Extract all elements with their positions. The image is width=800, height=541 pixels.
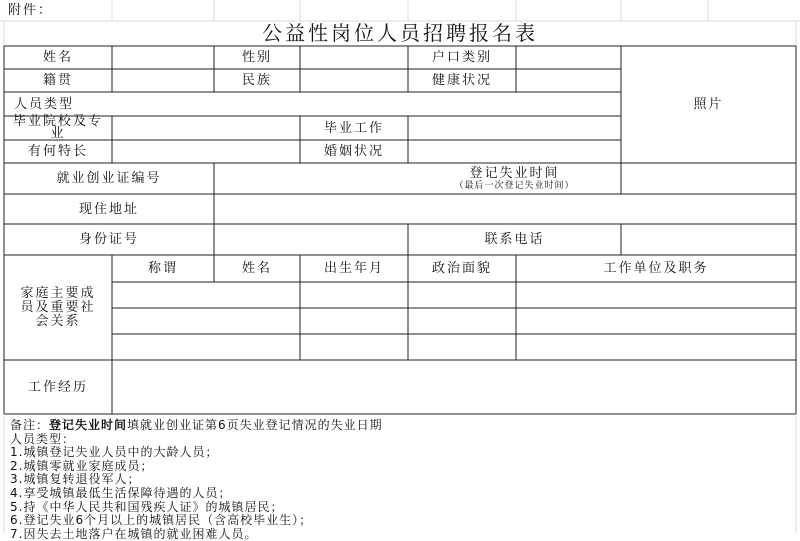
label-ethnicity: 民族 <box>241 73 272 88</box>
label-id-number: 身份证号 <box>78 232 139 247</box>
photo-placeholder: 照片 <box>693 97 724 112</box>
label-current-address: 现住地址 <box>78 201 139 217</box>
form-title: 公益性岗位人员招聘报名表 <box>262 21 538 45</box>
notes-type-item: 4.享受城镇最低生活保障待遇的人员； <box>10 485 232 500</box>
notes-type-item: 3.城镇复转退役军人； <box>10 472 141 487</box>
label-unemployment-reg-time-note: （最后一次登记失业时间） <box>454 180 575 191</box>
notes-type-item: 5.持《中华人民共和国残疾人证》的城镇居民； <box>10 499 284 514</box>
notes-type-item: 6.登记失业6个月以上的城镇居民（含高校毕业生）； <box>10 513 313 528</box>
label-person-type: 人员类型 <box>14 96 75 112</box>
relation-header-title: 称谓 <box>147 261 178 276</box>
label-gender: 性别 <box>241 50 272 65</box>
attachment-label: 附件： <box>8 3 54 18</box>
label-marital-status: 婚姻状况 <box>323 144 384 159</box>
notes-type-item: 2.城镇零就业家庭成员； <box>10 458 154 473</box>
label-health: 健康状况 <box>431 73 492 88</box>
label-employment-cert-no: 就业创业证编号 <box>56 171 162 186</box>
label-hukou-type: 户口类别 <box>431 50 492 65</box>
label-family-members: 家庭主要成员及重要社会关系 <box>20 285 96 329</box>
notes-line-1 <box>10 419 790 433</box>
label-unemployment-reg-time: 登记失业时间 <box>469 165 560 181</box>
relation-header-birth: 出生年月 <box>323 261 384 276</box>
notes-type-item: 1.城镇登记失业人员中的大龄人员； <box>10 445 219 460</box>
label-native-place: 籍贯 <box>42 73 73 88</box>
label-school-major: 毕业院校及专业 <box>12 114 103 141</box>
notes-prefix: 备注： <box>10 418 50 432</box>
notes-bold-term: 登记失业时间 <box>49 418 128 432</box>
label-graduation-work: 毕业工作 <box>323 120 384 136</box>
notes-types-heading: 人员类型： <box>10 431 76 446</box>
unemployment-reg-time-cell <box>408 163 621 194</box>
label-name: 姓名 <box>42 50 73 65</box>
notes-line1-rest: 填就业创业证第6页失业登记情况的失业日期 <box>127 418 383 432</box>
label-specialty: 有何特长 <box>27 144 88 159</box>
label-phone: 联系电话 <box>484 232 545 247</box>
notes-type-item: 7.因失去土地落户在城镇的就业困难人员。 <box>10 526 258 541</box>
relation-header-politics: 政治面貌 <box>431 261 492 276</box>
label-work-history: 工作经历 <box>27 379 88 395</box>
relation-header-name: 姓名 <box>241 261 272 276</box>
relation-header-employer: 工作单位及职务 <box>603 261 709 276</box>
notes-block <box>10 419 790 541</box>
